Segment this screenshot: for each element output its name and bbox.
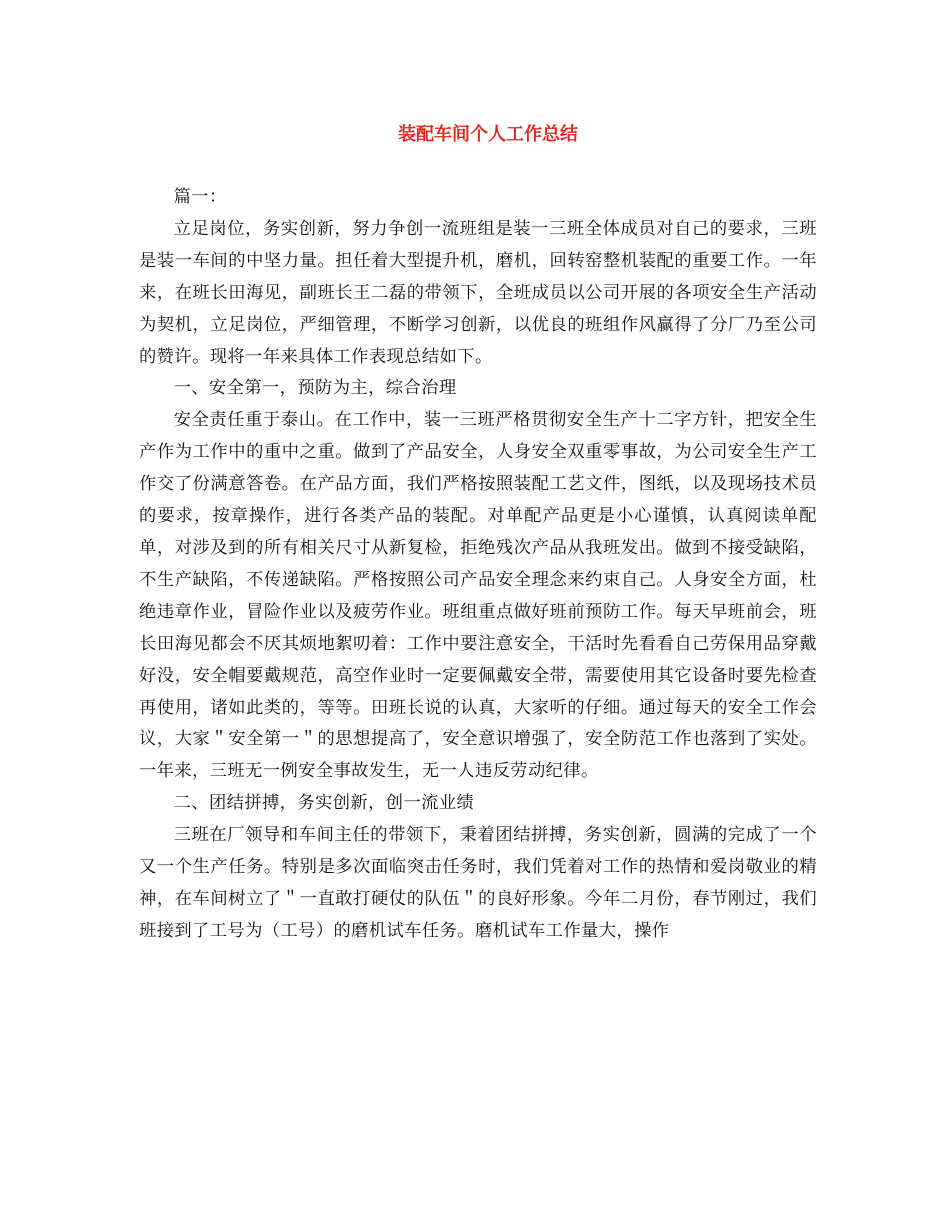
section-label-part-one: 篇一：: [173, 187, 227, 207]
teamwork-paragraph: 三班在厂领导和车间主任的带领下，秉着团结拼搏，务实创新，圆满的完成了一个又一个生产任务。特别是多次面临突击任务时，我们凭着对工作的热情和爱岗敬业的精神，在车间树立了＂一直敢打硬仗的队伍＂的良好形象。今年二月份，春节刚过，我们班接到了工号为（工号）的磨机试车任务。磨机试车工作量大，操作: [139, 825, 817, 941]
document-title: 装配车间个人工作总结: [398, 124, 578, 145]
section-heading-safety: 一、安全第一，预防为主，综合治理: [173, 378, 457, 399]
document-body: [139, 182, 817, 948]
intro-paragraph: 立足岗位，务实创新，努力争创一流班组是装一三班全体成员对自己的要求，三班是装一车间的中坚力量。担任着大型提升机，磨机，回转窑整机装配的重要工作。一年来，在班长田海见，副班长王二磊的带领下，全班成员以公司开展的各项安全生产活动为契机，立足岗位，严细管理，不断学习创新，以优良的班组作风赢得了分厂乃至公司的赞许。现将一年来具体工作表现总结如下。: [139, 218, 817, 367]
safety-paragraph: 安全责任重于泰山。在工作中，装一三班严格贯彻安全生产十二字方针，把安全生产作为工作中的重中之重。做到了产品安全，人身安全双重零事故，为公司安全生产工作交了份满意答卷。在产品方面，我们严格按照装配工艺文件，图纸，以及现场技术员的要求，按章操作，进行各类产品的装配。对单配产品更是小心谨慎，认真阅读单配单，对涉及到的所有相关尺寸从新复检，拒绝残次产品从我班发出。做到不接受缺陷，不生产缺陷，不传递缺陷。严格按照公司产品安全理念来约束自己。人身安全方面，杜绝违章作业，冒险作业以及疲劳作业。班组重点做好班前预防工作。每天早班前会，班长田海见都会不厌其烦地絮叨着：工作中要注意安全，干活时先看看自己劳保用品穿戴好没，安全帽要戴规范，高空作业时一定要佩戴安全带，需要使用其它设备时要先检查再使用，诸如此类的，等等。田班长说的认真，大家听的仔细。通过每天的安全工作会议，大家＂安全第一＂的思想提高了，安全意识增强了，安全防范工作也落到了实处。一年来，三班无一例安全事故发生，无一人违反劳动纪律。: [139, 410, 817, 782]
section-heading-teamwork: 二、团结拼搏，务实创新，创一流业绩: [173, 793, 475, 814]
